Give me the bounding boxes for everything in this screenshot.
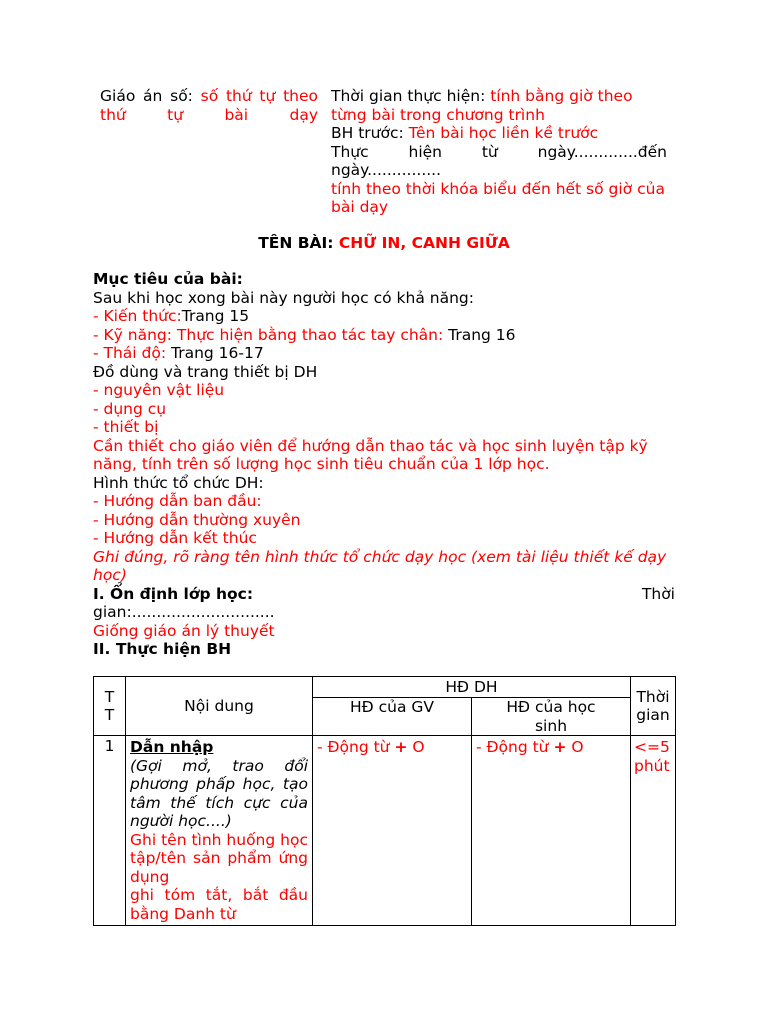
lesson-plan-table xyxy=(93,676,676,926)
col-content-header: Nội dung xyxy=(126,677,313,736)
gv-prefix: - Động từ xyxy=(317,738,395,756)
lesson-title-value: CHỮ IN, CANH GIỮA xyxy=(338,234,510,252)
lesson-time-info xyxy=(331,87,667,217)
hs-plus: + xyxy=(553,738,567,756)
equipment-note: Cần thiết cho giáo viên để hướng dẫn thao tác và học sinh luyện tập kỹ năng, tính trên số lượng học sinh tiêu chuẩn của 1 lớp học. xyxy=(93,436,648,473)
equipment-item: - nguyên vật liệu xyxy=(93,381,225,399)
lesson-number-label: Giáo án số: xyxy=(100,87,201,105)
attitude-label: - Thái độ: xyxy=(93,344,172,362)
date-note: tính theo thời khóa biểu đến hết số giờ của bài dạy xyxy=(331,179,665,216)
lesson-body xyxy=(93,270,675,659)
knowledge-page: Trang 15 xyxy=(181,307,250,325)
row-title: Dẫn nhập xyxy=(130,738,214,756)
time-line xyxy=(331,87,667,124)
col-gv-header: HĐ của GV xyxy=(313,698,472,736)
col-time-header: Thời gian xyxy=(631,677,676,736)
objective-skill xyxy=(93,326,675,345)
forms-note: Ghi đúng, rõ ràng tên hình thức tổ chức dạy học (xem tài liệu thiết kế dạy học) xyxy=(93,547,667,584)
time-label: Thời gian thực hiện: xyxy=(331,87,491,105)
row-hs-activity xyxy=(472,736,631,926)
equipment-heading: Đồ dùng và trang thiết bị DH xyxy=(93,362,318,381)
previous-lesson-line xyxy=(331,124,667,143)
row-note-2: ghi tóm tắt, bắt đầu bằng Danh từ xyxy=(130,886,308,923)
forms-item: - Hướng dẫn kết thúc xyxy=(93,529,257,547)
section1-note: Giống giáo án lý thuyết xyxy=(93,621,275,640)
row-description: (Gợi mở, trao đổi phương phấp học, tạo tâm thế tích cực của người học....) xyxy=(130,756,308,830)
date-line: Thực hiện từ ngày.............đến ngày............... xyxy=(331,142,667,179)
objectives-intro: Sau khi học xong bài này người học có khả năng: xyxy=(93,288,474,307)
row-content xyxy=(126,736,313,926)
col-hs-header: HĐ của học sinh xyxy=(472,698,631,736)
previous-lesson-value: Tên bài học liền kề trước xyxy=(408,124,599,142)
lesson-title-label: TÊN BÀI: xyxy=(258,234,339,252)
row-gv-activity xyxy=(313,736,472,926)
lesson-number-value: số thứ tự theo thứ tự bài dạy xyxy=(100,87,319,124)
row-time xyxy=(631,736,676,926)
objective-attitude xyxy=(93,344,675,363)
knowledge-label: - Kiến thức: xyxy=(93,307,182,325)
skill-page: Trang 16 xyxy=(448,325,516,344)
col-tt-header: T T xyxy=(94,677,126,736)
row-tt: 1 xyxy=(94,736,126,926)
forms-item: - Hướng dẫn ban đầu: xyxy=(93,492,262,510)
section2-heading: II. Thực hiện BH xyxy=(93,640,232,658)
forms-heading: Hình thức tổ chức DH: xyxy=(93,473,264,492)
hs-prefix: - Động từ xyxy=(476,738,554,756)
section1-line xyxy=(93,585,675,604)
objectives-heading: Mục tiêu của bài: xyxy=(93,270,243,288)
time-value: tính bằng giờ theo từng bài trong chương trình xyxy=(331,87,633,124)
lesson-title xyxy=(94,234,674,253)
section1-time-word: Thời xyxy=(641,584,675,603)
table-row xyxy=(94,736,676,926)
gv-suffix: O xyxy=(407,738,425,756)
skill-label: - Kỹ năng: Thực hiện bằng thao tác tay chân: xyxy=(93,325,449,344)
forms-item: - Hướng dẫn thường xuyên xyxy=(93,510,301,529)
col-hd-header: HĐ DH xyxy=(313,677,631,698)
lesson-number xyxy=(100,87,318,124)
hs-suffix: O xyxy=(566,738,584,756)
equipment-item: - dụng cụ xyxy=(93,399,167,418)
row-time-value: <=5 phút xyxy=(634,738,670,775)
attitude-page: Trang 16-17 xyxy=(171,344,264,362)
section1-heading: I. Ổn định lớp học: xyxy=(93,584,254,603)
objective-knowledge xyxy=(93,307,675,326)
gv-plus: + xyxy=(394,738,408,756)
row-note-1: Ghi tên tình huống học tập/tên sản phẩm ứng dụng xyxy=(130,830,308,886)
section1-time-rest: gian:............................. xyxy=(93,603,275,621)
previous-lesson-label: BH trước: xyxy=(331,124,409,142)
equipment-item: - thiết bị xyxy=(93,418,159,436)
